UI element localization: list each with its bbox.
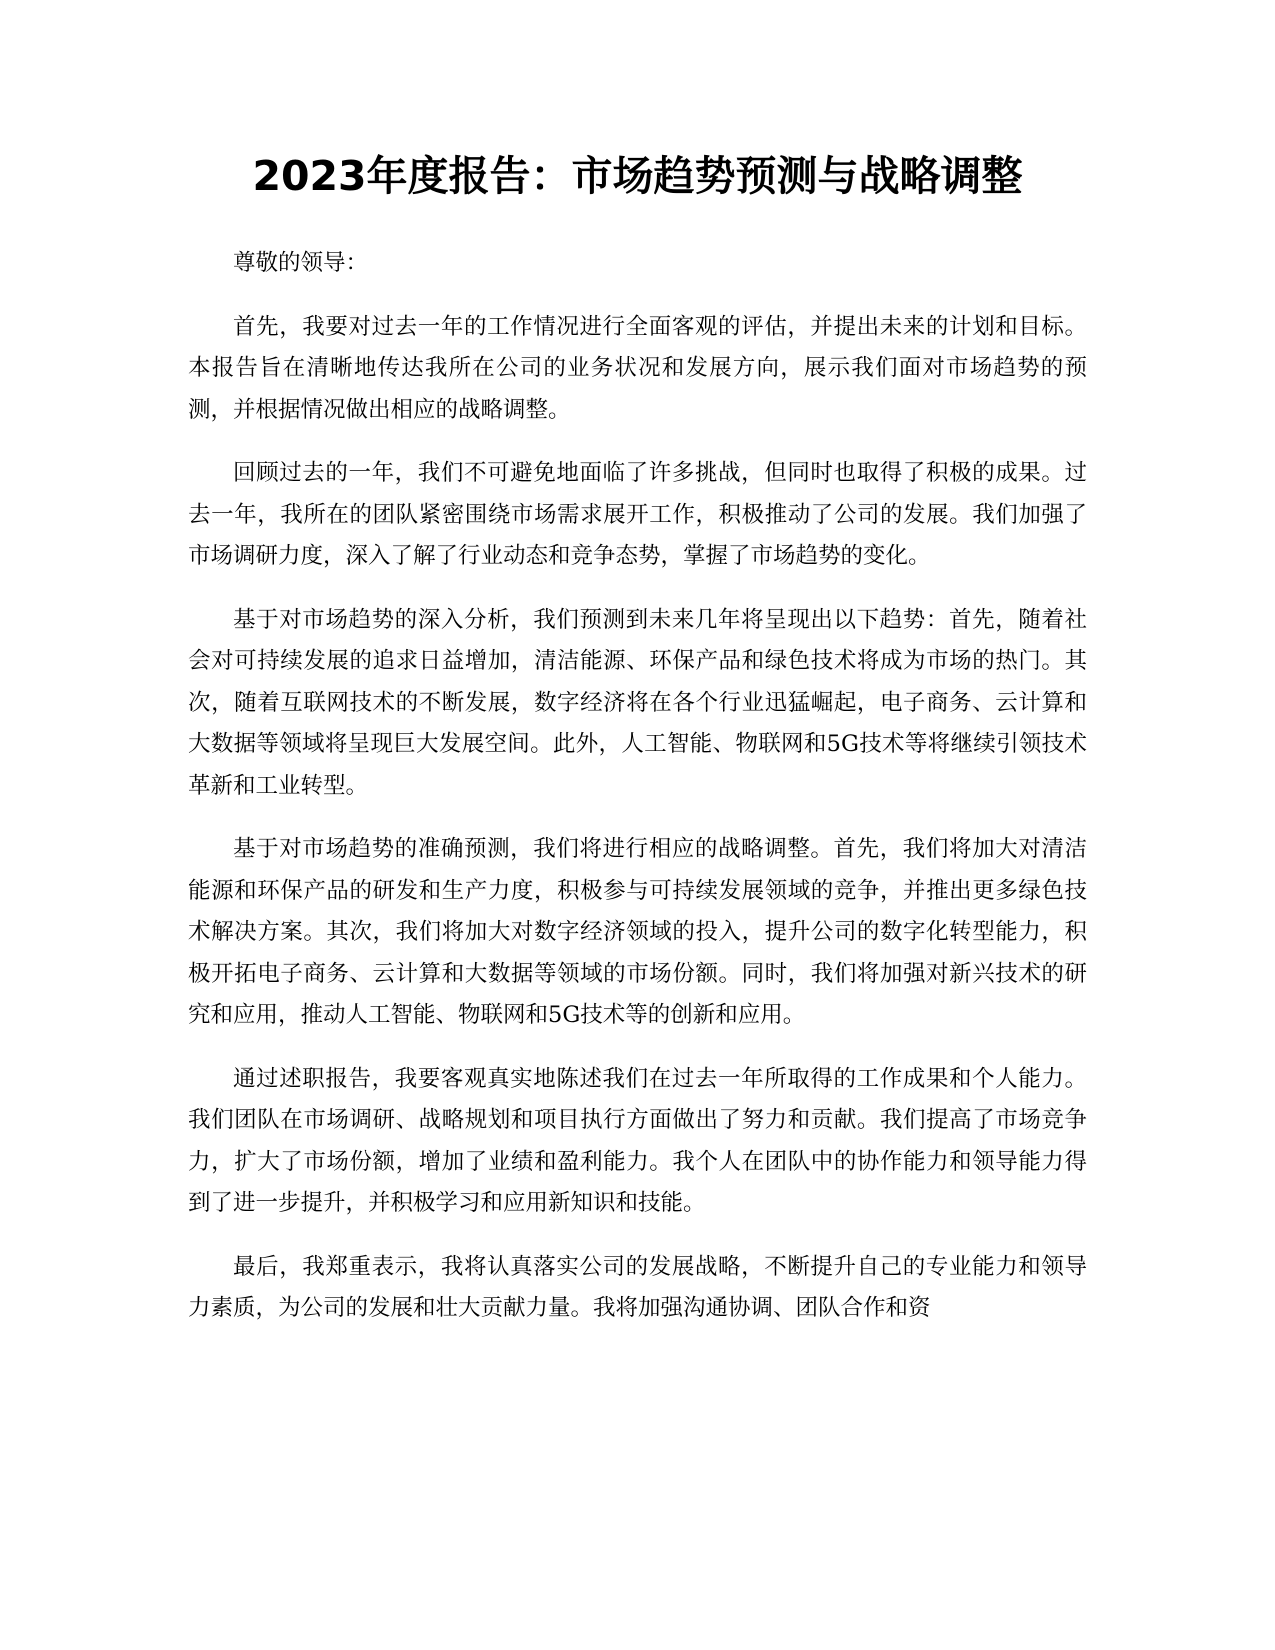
paragraph-strategy: 基于对市场趋势的准确预测，我们将进行相应的战略调整。首先，我们将加大对清洁能源和环保产品的研发和生产力度，积极参与可持续发展领域的竞争，并推出更多绿色技术解决方案。其次，我们将加大对数字经济领域的投入，提升公司的数字化转型能力，积极开拓电子商务、云计算和大数据等领域的市场份额。同时，我们将加强对新兴技术的研究和应用，推动人工智能、物联网和5G技术等的创新和应用。 (188, 836, 1087, 1028)
paragraph-review: 回顾过去的一年，我们不可避免地面临了许多挑战，但同时也取得了积极的成果。过去一年，我所在的团队紧密围绕市场需求展开工作，积极推动了公司的发展。我们加强了市场调研力度，深入了解了行业动态和竞争态势，掌握了市场趋势的变化。 (188, 460, 1087, 569)
document-title: 2023年度报告：市场趋势预测与战略调整 (252, 152, 1023, 200)
salutation: 尊敬的领导： (233, 250, 369, 276)
paragraph-trends: 基于对市场趋势的深入分析，我们预测到未来几年将呈现出以下趋势：首先，随着社会对可持续发展的追求日益增加，清洁能源、环保产品和绿色技术将成为市场的热门。其次，随着互联网技术的不断发展，数字经济将在各个行业迅猛崛起，电子商务、云计算和大数据等领域将呈现巨大发展空间。此外，人工智能、物联网和5G技术等将继续引领技术革新和工业转型。 (188, 606, 1087, 799)
paragraph-closing: 最后，我郑重表示，我将认真落实公司的发展战略，不断提升自己的专业能力和领导力素质，为公司的发展和壮大贡献力量。我将加强沟通协调、团队合作和资 (188, 1253, 1087, 1321)
paragraph-achievements: 通过述职报告，我要客观真实地陈述我们在过去一年所取得的工作成果和个人能力。我们团队在市场调研、战略规划和项目执行方面做出了努力和贡献。我们提高了市场竞争力，扩大了市场份额，增加了业绩和盈利能力。我个人在团队中的协作能力和领导能力得到了进一步提升，并积极学习和应用新知识和技能。 (188, 1065, 1087, 1216)
document-body (188, 243, 1087, 1352)
paragraph-intro: 首先，我要对过去一年的工作情况进行全面客观的评估，并提出未来的计划和目标。本报告旨在清晰地传达我所在公司的业务状况和发展方向，展示我们面对市场趋势的预测，并根据情况做出相应的战略调整。 (188, 313, 1087, 423)
